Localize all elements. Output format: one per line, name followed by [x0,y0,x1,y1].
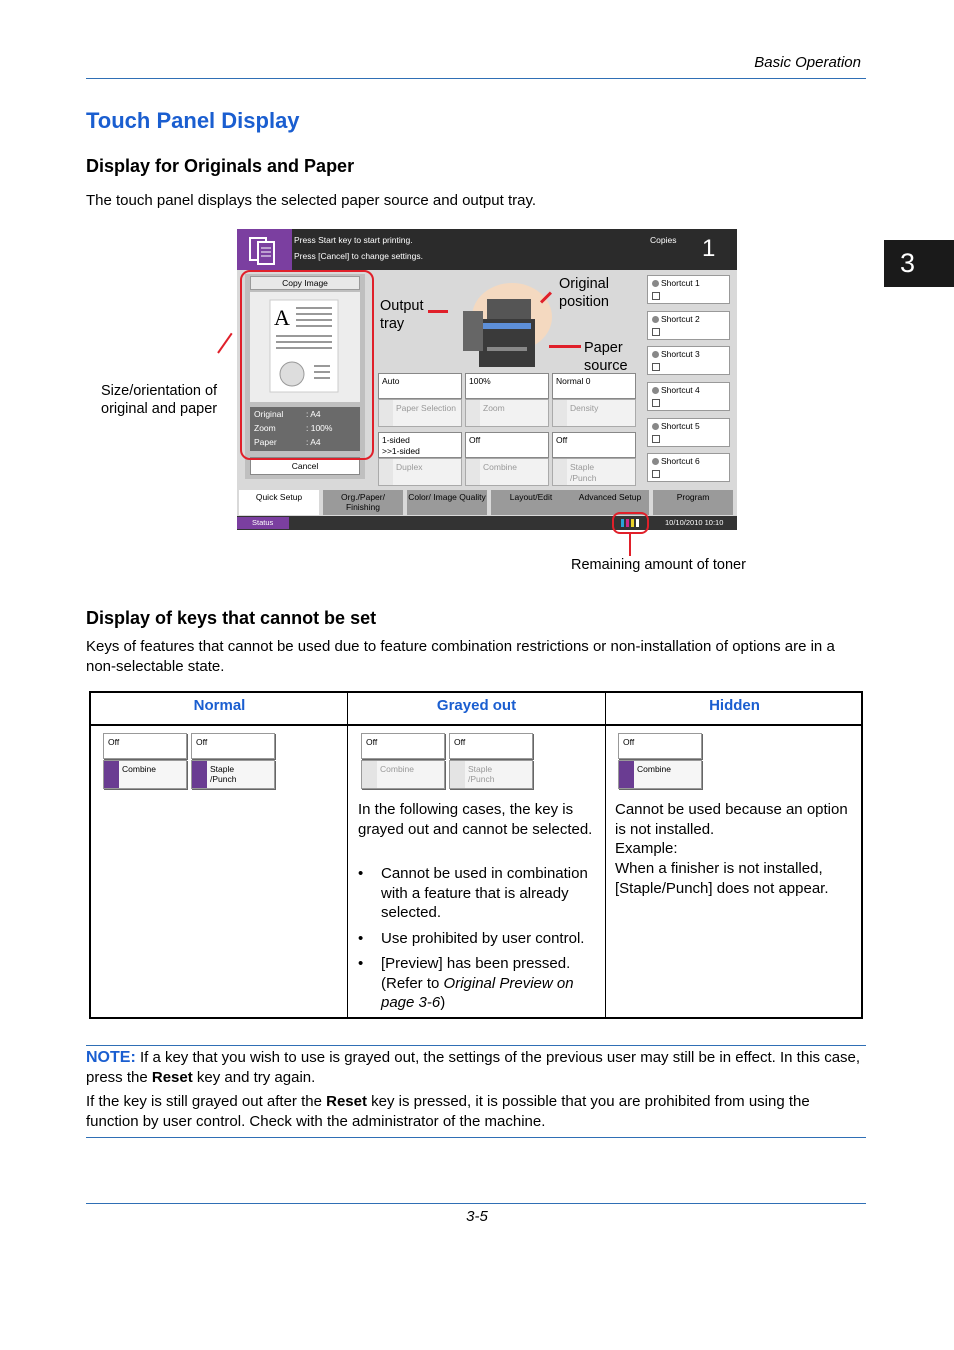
shortcut-4-button[interactable] [647,382,730,411]
zoom-label: Zoom [483,403,505,413]
section-heading-originals: Display for Originals and Paper [86,156,355,176]
note-paragraph-1 [86,1048,866,1087]
note-text-1: If a key that you wish to use is grayed out, the settings of the previous user may still be in effect. In this case, press the [86,1049,861,1086]
tab-program[interactable]: Program [653,490,733,515]
panel-msg-1: Press Start key to start printing. [294,235,413,245]
callout-line-paper [549,345,581,348]
section-body-keys: Keys of features that cannot be used due to feature combination restrictions or non-installation of options are in a non-selectable state. [86,638,835,675]
bullet-marker: • [358,865,364,882]
status-datetime: 10/10/2010 10:10 [665,518,724,527]
section-heading-keys: Display of keys that cannot be set [86,608,377,628]
combine-label: Combine [483,462,518,472]
callout-paper-source: Paper source [584,340,628,374]
callout-toner: Remaining amount of toner [571,557,746,573]
table-divider [605,693,606,1017]
grayed-combine-value [361,733,445,759]
normal-combine-key[interactable] [103,760,187,789]
hidden-combine-value-text: Off [623,737,635,747]
note-rule-bottom [86,1137,866,1138]
paper-selection-value: Auto [378,373,462,399]
key-state-table [89,691,863,1019]
grayed-bullet-3 [381,954,599,1013]
grayed-staple-value-text: Off [454,737,466,747]
note-text-4: key is pressed, it is possible that you are prohibited from using the function by user control. Check with the administrator of the machine. [86,1093,810,1130]
tab-layout-edit[interactable]: Layout/Edit [491,490,571,515]
page-number: 3-5 [466,1208,488,1225]
grayed-staple-value [449,733,533,759]
duplex-button[interactable] [378,458,462,486]
callout-line-size [217,333,232,354]
shortcut-icon [652,328,660,336]
table-header-rule [91,724,861,726]
hidden-combine-value [618,733,702,759]
grayed-combine-key [361,760,445,789]
zoom-button[interactable] [465,399,549,427]
header-grayed-out: Grayed out [436,697,517,714]
tab-quick-setup[interactable]: Quick Setup [239,490,319,515]
shortcut-6-button[interactable] [647,453,730,482]
duplex-value [378,432,462,458]
shortcut-1-button[interactable] [647,275,730,304]
summary-original-value: : A4 [306,409,321,419]
svg-text:A: A [274,305,290,330]
tab-advanced-setup[interactable]: Advanced Setup [571,490,649,515]
note-text-2: key and try again. [192,1068,316,1086]
footer-rule [86,1203,866,1204]
copies-label: Copies [650,235,677,245]
grayed-bullet-2: Use prohibited by user control. [381,930,585,947]
hidden-combine-key[interactable] [618,760,702,789]
grayed-combine-label: Combine [380,764,415,774]
shortcut-5-label: Shortcut 5 [661,421,700,431]
zoom-value: 100% [465,373,549,399]
grayed-bullet-3-close: ) [440,994,446,1011]
header-rule [86,78,866,79]
shortcut-icon [652,435,660,443]
normal-staple-label: Staple /Punch [210,764,237,784]
copies-value: 1 [702,235,716,262]
header-normal: Normal [193,697,246,714]
shortcut-icon [652,363,660,371]
grayed-bullet-3-text: [Preview] has been pressed. (Refer to [381,955,571,992]
combine-button[interactable] [465,458,549,486]
shortcut-2-label: Shortcut 2 [661,314,700,324]
hidden-combine-label: Combine [637,764,672,774]
callout-line-toner [629,534,631,556]
combine-value: Off [465,432,549,458]
hidden-example-label: Example: [615,840,678,857]
paper-selection-label: Paper Selection [396,403,457,413]
note-label: NOTE: [86,1049,136,1066]
staple-value: Off [552,432,636,458]
callout-size-orientation: Size/orientation of original and paper [101,383,218,417]
panel-msg-2: Press [Cancel] to change settings. [294,251,423,261]
paper-selection-button[interactable] [378,399,462,427]
normal-staple-key[interactable] [191,760,275,789]
summary-zoom-value: : 100% [306,423,333,433]
note-text-3: If the key is still grayed out after the [86,1093,327,1110]
panel-message-bar [237,229,737,270]
note-paragraph-2 [86,1092,866,1131]
grayed-staple-key [449,760,533,789]
copy-icon [237,229,292,270]
status-bar [237,516,737,530]
grayed-intro: In the following cases, the key is grayed out and cannot be selected. [358,801,593,838]
summary-paper-value: : A4 [306,437,321,447]
shortcut-5-button[interactable] [647,418,730,447]
page-title: Touch Panel Display [86,108,300,133]
duplex-value-line2: >>1-sided [382,446,420,456]
shortcut-3-label: Shortcut 3 [661,349,700,359]
density-value: Normal 0 [552,373,636,399]
density-button[interactable] [552,399,636,427]
table-divider [347,693,348,1017]
staple-punch-label: Staple /Punch [570,462,597,483]
shortcut-3-button[interactable] [647,346,730,375]
copy-image-label: Copy Image [250,276,360,290]
summary-original-label: Original [254,409,284,419]
machine-illustration [457,277,557,369]
section-body-originals: The touch panel displays the selected paper source and output tray. [86,192,537,209]
shortcut-icon [652,399,660,407]
tab-color-image-quality[interactable]: Color/ Image Quality [407,490,487,515]
grayed-combine-value-text: Off [366,737,378,747]
callout-original-position: Original position [559,276,609,310]
cancel-button[interactable]: Cancel [250,457,360,475]
grayed-bullet-1: Cannot be used in combination with a feature that is already selected. [381,865,588,921]
shortcut-6-label: Shortcut 6 [661,456,700,466]
note-bold-reset-1: Reset [151,1068,193,1086]
status-button[interactable]: Status [237,517,289,529]
hidden-example: When a finisher is not installed, [Staple/Punch] does not appear. [615,860,829,897]
normal-combine-value [103,733,187,759]
chapter-tab: 3 [884,240,954,287]
callout-line-output [428,310,448,313]
shortcut-2-button[interactable] [647,311,730,340]
normal-staple-value [191,733,275,759]
tab-org-paper-finishing[interactable]: Org./Paper/ Finishing [323,490,403,515]
staple-punch-button[interactable] [552,458,636,486]
highlight-toner [612,512,649,534]
duplex-label: Duplex [396,462,423,472]
callout-output-tray: Output tray [380,298,424,332]
normal-combine-value-text: Off [108,737,120,747]
header-hidden: Hidden [709,697,760,714]
note-bold-reset-2: Reset [326,1093,367,1110]
normal-combine-label: Combine [122,764,157,774]
summary-zoom-label: Zoom [254,423,276,433]
running-header: Basic Operation [754,54,861,71]
shortcut-icon [652,470,660,478]
hidden-text: Cannot be used because an option is not installed. [615,801,848,838]
density-label: Density [570,403,599,413]
bullet-marker: • [358,930,364,947]
grayed-staple-label: Staple /Punch [468,764,495,784]
shortcut-4-label: Shortcut 4 [661,385,700,395]
summary-paper-label: Paper [254,437,277,447]
highlight-copy-image [240,270,374,460]
shortcut-icon [652,292,660,300]
note-rule-top [86,1045,866,1046]
bullet-marker: • [358,955,364,972]
normal-staple-value-text: Off [196,737,208,747]
shortcut-1-label: Shortcut 1 [661,278,700,288]
duplex-value-line1: 1-sided [382,435,410,445]
grayed-bullet-3-ref: Original Preview on page 3-6 [381,974,574,1011]
